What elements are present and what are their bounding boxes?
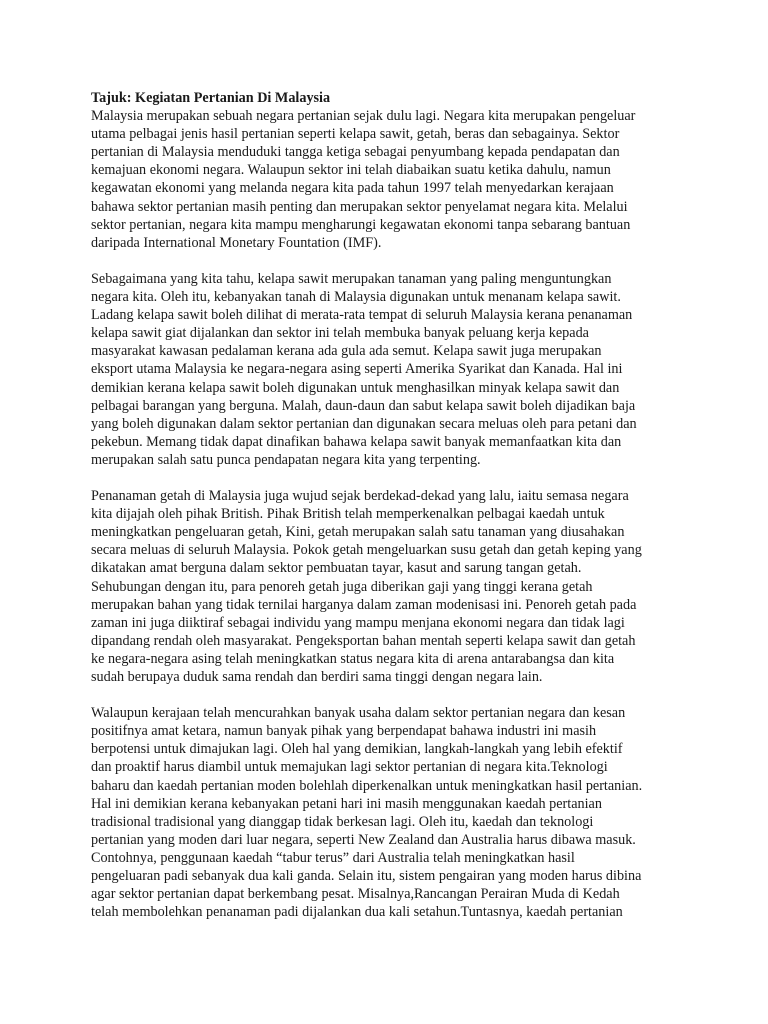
text-line: agar sektor pertanian dapat berkembang pesat. Misalnya,Rancangan Perairan Muda di Kedah <box>91 886 620 903</box>
text-line: sektor pertanian, negara kita mampu mengharungi kegawatan ekonomi tanpa sebarang bantuan <box>91 216 631 233</box>
text-line: tradisional tradisional yang dianggap tidak berkesan lagi. Oleh itu, kaedah dan teknologi <box>91 813 594 830</box>
text-line: dan proaktif harus diambil untuk memajukan lagi sektor pertanian di negara kita.Teknologi <box>91 759 608 776</box>
document-title: Tajuk: Kegiatan Pertanian Di Malaysia <box>91 90 331 106</box>
text-line: utama pelbagai jenis hasil pertanian seperti kelapa sawit, getah, beras dan sebagainya. Sektor <box>91 126 620 143</box>
text-line: yang boleh digunakan dalam sektor pertanian dan digunakan secara meluas oleh para petani dan <box>91 415 637 432</box>
text-line: Sehubungan dengan itu, para penoreh getah juga diberikan gaji yang tinggi kerana getah <box>91 578 593 595</box>
paragraph-3 <box>91 487 691 686</box>
text-line: masyarakat kawasan pedalaman kerana ada gula ada semut. Kelapa sawit juga merupakan <box>91 343 602 360</box>
document-body <box>91 89 691 939</box>
text-line: secara meluas di seluruh Malaysia. Pokok getah mengeluarkan susu getah dan getah keping yang <box>91 542 642 559</box>
text-line: kelapa sawit giat dijalankan dan sektor ini telah membuka banyak peluang kerja kepada <box>91 325 589 342</box>
paragraph-container <box>91 107 691 921</box>
text-line: merupakan bahan yang tidak ternilai harganya dalam zaman modenisasi ini. Penoreh getah pada <box>91 596 637 613</box>
text-line: ke negara-negara asing telah meningkatkan status negara kita di arena antarabangsa dan kita <box>91 650 615 667</box>
paragraph-1 <box>91 107 691 252</box>
text-line: pelbagai barangan yang berguna. Malah, daun-daun dan sabut kelapa sawit boleh dijadikan baja <box>91 397 636 414</box>
text-line: baharu dan kaedah pertanian moden bolehlah diperkenalkan untuk meningkatkan hasil pertanian. <box>91 777 643 794</box>
text-line: pertanian yang moden dari luar negara, seperti New Zealand dan Australia harus dibawa masuk. <box>91 831 636 848</box>
paragraph-4 <box>91 704 691 921</box>
text-line: negara kita. Oleh itu, kebanyakan tanah di Malaysia digunakan untuk menanam kelapa sawit. <box>91 289 621 306</box>
text-line: dipandang rendah oleh masyarakat. Pengeksportan bahan mentah seperti kelapa sawit dan getah <box>91 632 636 649</box>
text-line: sudah berupaya duduk sama rendah dan berdiri sama tinggi dengan negara lain. <box>91 669 543 685</box>
text-line: berpotensi untuk dimajukan lagi. Oleh hal yang demikian, langkah-langkah yang lebih efektif <box>91 741 623 758</box>
text-line: zaman ini juga diiktiraf sebagai individu yang mampu menjana ekonomi negara dan tidak lagi <box>91 614 625 631</box>
text-line: kemajuan ekonomi negara. Walaupun sektor ini telah diabaikan suatu ketika dahulu, namun <box>91 162 611 179</box>
text-line: Hal ini demikian kerana kebanyakan petani hari ini masih menggunakan kaedah pertanian <box>91 795 602 812</box>
text-line: telah membolehkan penanaman padi dijalankan dua kali setahun.Tuntasnya, kaedah pertanian <box>91 904 623 921</box>
text-line: Sebagaimana yang kita tahu, kelapa sawit merupakan tanaman yang paling menguntungkan <box>91 270 612 287</box>
text-line: kita dijajah oleh pihak British. Pihak British telah memperkenalkan pelbagai kaedah untuk <box>91 506 605 523</box>
text-line: Malaysia merupakan sebuah negara pertanian sejak dulu lagi. Negara kita merupakan pengeluar <box>91 108 636 125</box>
text-line: bahawa sektor pertanian masih penting dan merupakan sektor penyelamat negara kita. Melalui <box>91 198 628 215</box>
text-line: Contohnya, penggunaan kaedah “tabur terus” dari Australia telah meningkatkan hasil <box>91 849 575 866</box>
text-line: pertanian di Malaysia menduduki tangga ketiga sebagai penyumbang kepada pendapatan dan <box>91 144 620 161</box>
paragraph-2 <box>91 270 691 469</box>
text-line: demikian kerana kelapa sawit boleh digunakan untuk menghasilkan minyak kelapa sawit dan <box>91 379 620 396</box>
text-line: daripada International Monetary Fountation (IMF). <box>91 234 382 251</box>
text-line: meningkatkan pengeluaran getah, Kini, getah merupakan salah satu tanaman yang diusahakan <box>91 524 625 541</box>
text-line: dikatakan amat berguna dalam sektor pembuatan tayar, kasut and sarung tangan getah. <box>91 560 582 577</box>
text-line: positifnya amat ketara, namun banyak pihak yang berpendapat bahawa industri ini masih <box>91 723 597 740</box>
text-line: pengeluaran padi sebanyak dua kali ganda. Selain itu, sistem pengairan yang moden harus dibina <box>91 868 642 885</box>
text-line: pekebun. Memang tidak dapat dinafikan bahawa kelapa sawit banyak memanfaatkan kita dan <box>91 433 622 450</box>
text-line: eksport utama Malaysia ke negara-negara asing seperti Amerika Syarikat dan Kanada. Hal ini <box>91 361 623 378</box>
text-line: Ladang kelapa sawit boleh dilihat di merata-rata tempat di seluruh Malaysia kerana penanaman <box>91 307 633 324</box>
text-line: Walaupun kerajaan telah mencurahkan banyak usaha dalam sektor pertanian negara dan kesan <box>91 705 626 722</box>
text-line: Penanaman getah di Malaysia juga wujud sejak berdekad-dekad yang lalu, iaitu semasa negara <box>91 488 629 505</box>
text-line: merupakan salah satu punca pendapatan negara kita yang terpenting. <box>91 451 481 468</box>
text-line: kegawatan ekonomi yang melanda negara kita pada tahun 1997 telah menyedarkan kerajaan <box>91 180 614 197</box>
